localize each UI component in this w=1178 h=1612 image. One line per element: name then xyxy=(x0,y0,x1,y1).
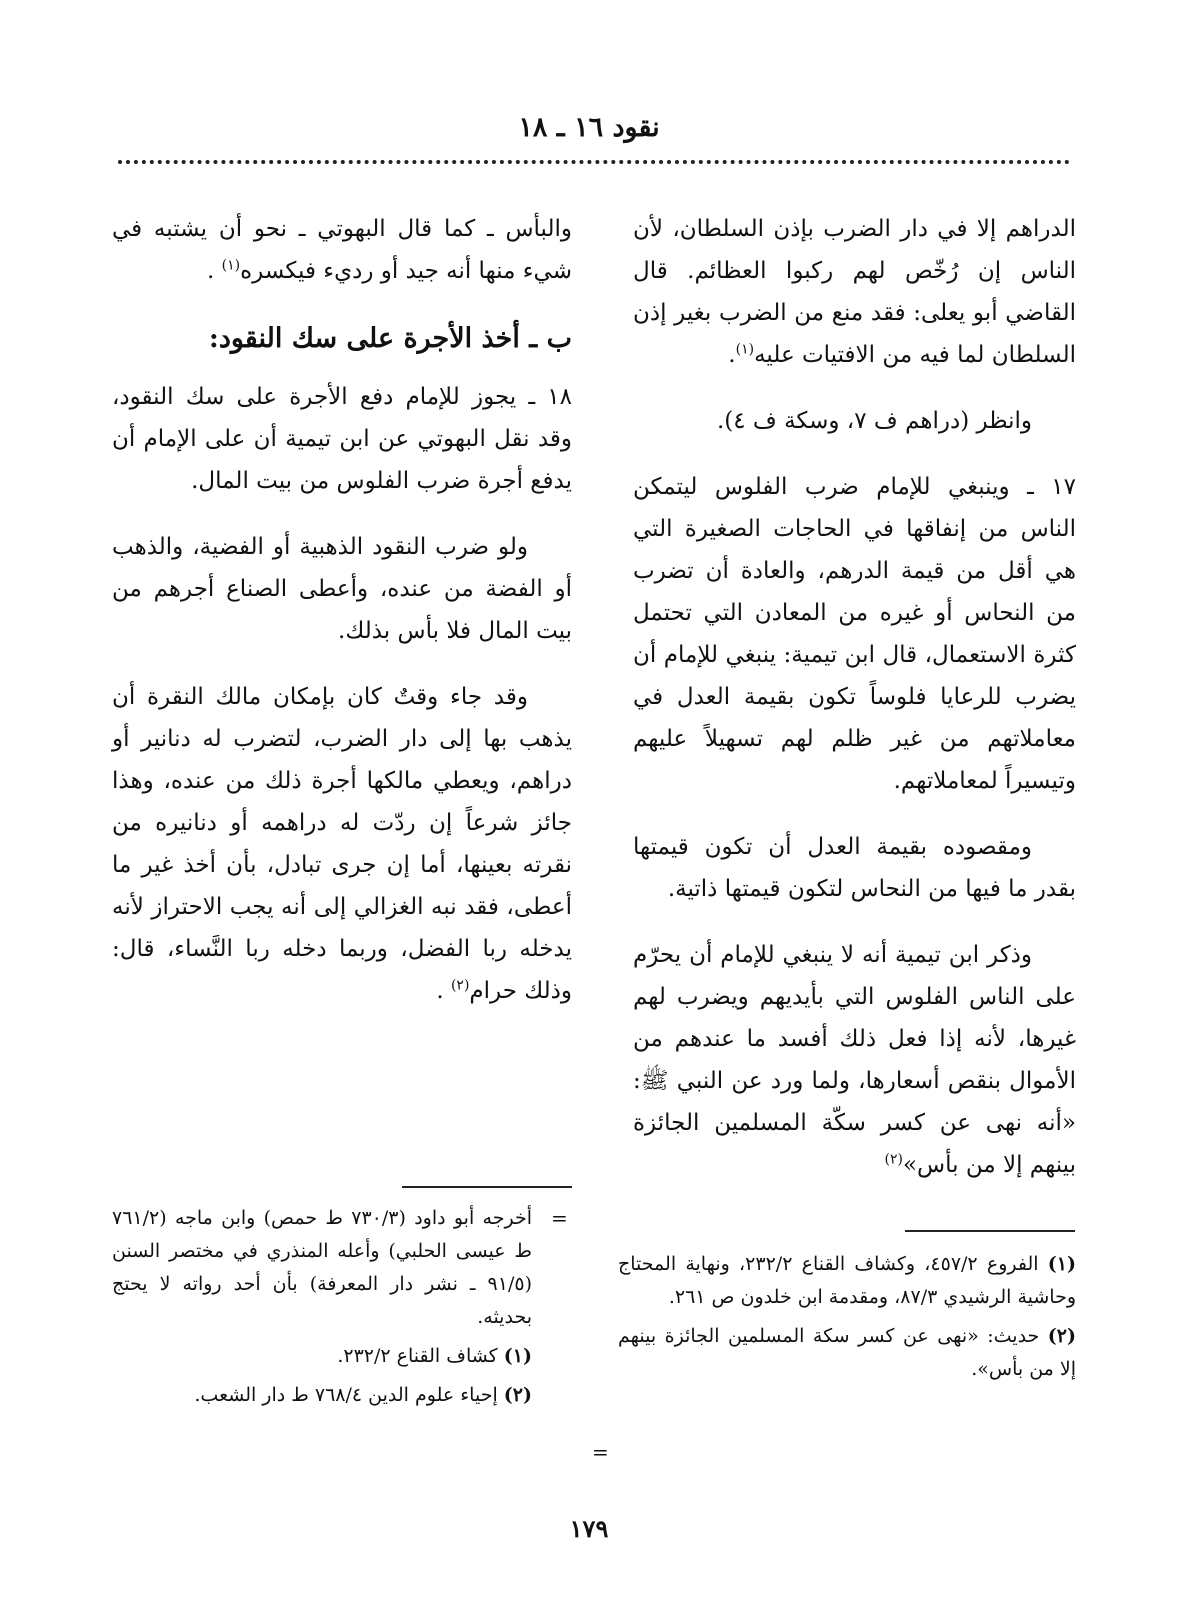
paragraph: وانظر (دراهم ف ٧، وسكة ف ٤). xyxy=(716,408,1032,434)
footnote-ref: (١) xyxy=(221,257,241,274)
continuation-mark: = xyxy=(551,1206,568,1230)
paragraph: ١٧ ـ وينبغي للإمام ضرب الفلوس ليتمكن الناس من إنفاقها في الحاجات الصغيرة التي هي أقل من قيمة الدرهم، والعادة أن تضرب من النحاس أو غيره من المعادن التي تحتمل كثرة الاستعمال، قال ابن تيمية: ينبغي للإمام أن يضرب للرعايا فلوساً تكون بقيمة العدل في معاملاتهم من غير ظلم لهم تسهيلاً عليهم وتيسيراً لمعاملاتهم. xyxy=(633,474,1076,794)
footnote-ref: (٢) xyxy=(884,1151,903,1168)
paragraph: الدراهم إلا في دار الضرب بإذن السلطان، لأن الناس إن رُخّص لهم ركبوا العظائم. قال القاضي أبو يعلى: فقد منع من الضرب بغير إذن السلطان لما فيه من الافتيات عليه$^{(١)}$. xyxy=(633,216,1076,368)
header-dotted-rule xyxy=(118,160,1070,164)
left-footnotes xyxy=(112,1202,532,1418)
paragraph: وقد جاء وقتٌ كان بإمكان مالك النقرة أن يذهب بها إلى دار الضرب، لتضرب له دنانير أو دراهم، ويعطي مالكها أجرة ذلك من عنده، وهذا جائز شرعاً إن ردّت له دراهمه أو دنانيره من نقرته بعينها، أما إن جرى تبادل، بأن أخذ غير ما أعطى، فقد نبه الغزالي إلى أنه يجب الاحتراز لأنه يدخله ربا الفضل، وربما دخله ربا النَّساء، قال: وذلك حرام$^{(٢)}$ . xyxy=(112,684,572,1004)
footnote: (١) الفروع ٤٥٧/٢، وكشاف القناع ٢٣٢/٢، ونهاية المحتاج وحاشية الرشيدي ٨٧/٣، ومقدمة ابن خلدون ص ٢٦١. xyxy=(618,1253,1076,1308)
paragraph: وذكر ابن تيمية أنه لا ينبغي للإمام أن يحرّم على الناس الفلوس التي بأيديهم ويضرب لهم غيرها، لأنه إذا فعل ذلك أفسد ما عندهم من الأموال بنقص أسعارها، ولما ورد عن النبي ﷺ: «أنه نهى عن كسر سكّة المسلمين الجائزة بينهم إلا من بأس»$^{(٢)}$ xyxy=(633,942,1076,1178)
left-column xyxy=(112,208,572,1036)
paragraph: والبأس ـ كما قال البهوتي ـ نحو أن يشتبه في شيء منها أنه جيد أو رديء فيكسره$^{(١)}$ . xyxy=(112,216,572,284)
footnote: (١) كشاف القناع ٢٣٢/٢. xyxy=(337,1345,532,1367)
footnote-ref: (١) xyxy=(735,341,755,358)
footnote: (٢) إحياء علوم الدين ٧٦٨/٤ ط دار الشعب. xyxy=(194,1384,532,1406)
footnote-divider xyxy=(402,1186,572,1188)
running-header: نقود ١٦ ـ ١٨ xyxy=(518,112,660,143)
section-heading: ب ـ أخذ الأجرة على سك النقود: xyxy=(208,323,572,354)
footnote: (٢) حديث: «نهى عن كسر سكة المسلمين الجائزة بينهم إلا من بأس». xyxy=(618,1325,1076,1380)
continuation-mark: = xyxy=(592,1440,609,1464)
page-number: ١٧٩ xyxy=(569,1514,609,1543)
footnote: أخرجه أبو داود (٧٣٠/٣ ط حمص) وابن ماجه (٧٦١/٢ ط عيسى الحلبي) وأعله المنذري في مختصر السنن (٩١/٥ ـ نشر دار المعرفة) بأن أحد رواته لا يحتج بحديثه. xyxy=(112,1207,532,1328)
paragraph: ومقصوده بقيمة العدل أن تكون قيمتها بقدر ما فيها من النحاس لتكون قيمتها ذاتية. xyxy=(633,834,1076,902)
right-column xyxy=(633,208,1076,1200)
footnote-ref: (٢) xyxy=(450,977,470,994)
right-footnotes xyxy=(618,1248,1076,1392)
paragraph: ١٨ ـ يجوز للإمام دفع الأجرة على سك النقود، وقد نقل البهوتي عن ابن تيمية أن على الإمام أن يدفع أجرة ضرب الفلوس من بيت المال. xyxy=(112,384,572,494)
footnote-divider xyxy=(905,1230,1075,1232)
paragraph: ولو ضرب النقود الذهبية أو الفضية، والذهب أو الفضة من عنده، وأعطى الصناع أجرهم من بيت المال فلا بأس بذلك. xyxy=(112,534,572,644)
